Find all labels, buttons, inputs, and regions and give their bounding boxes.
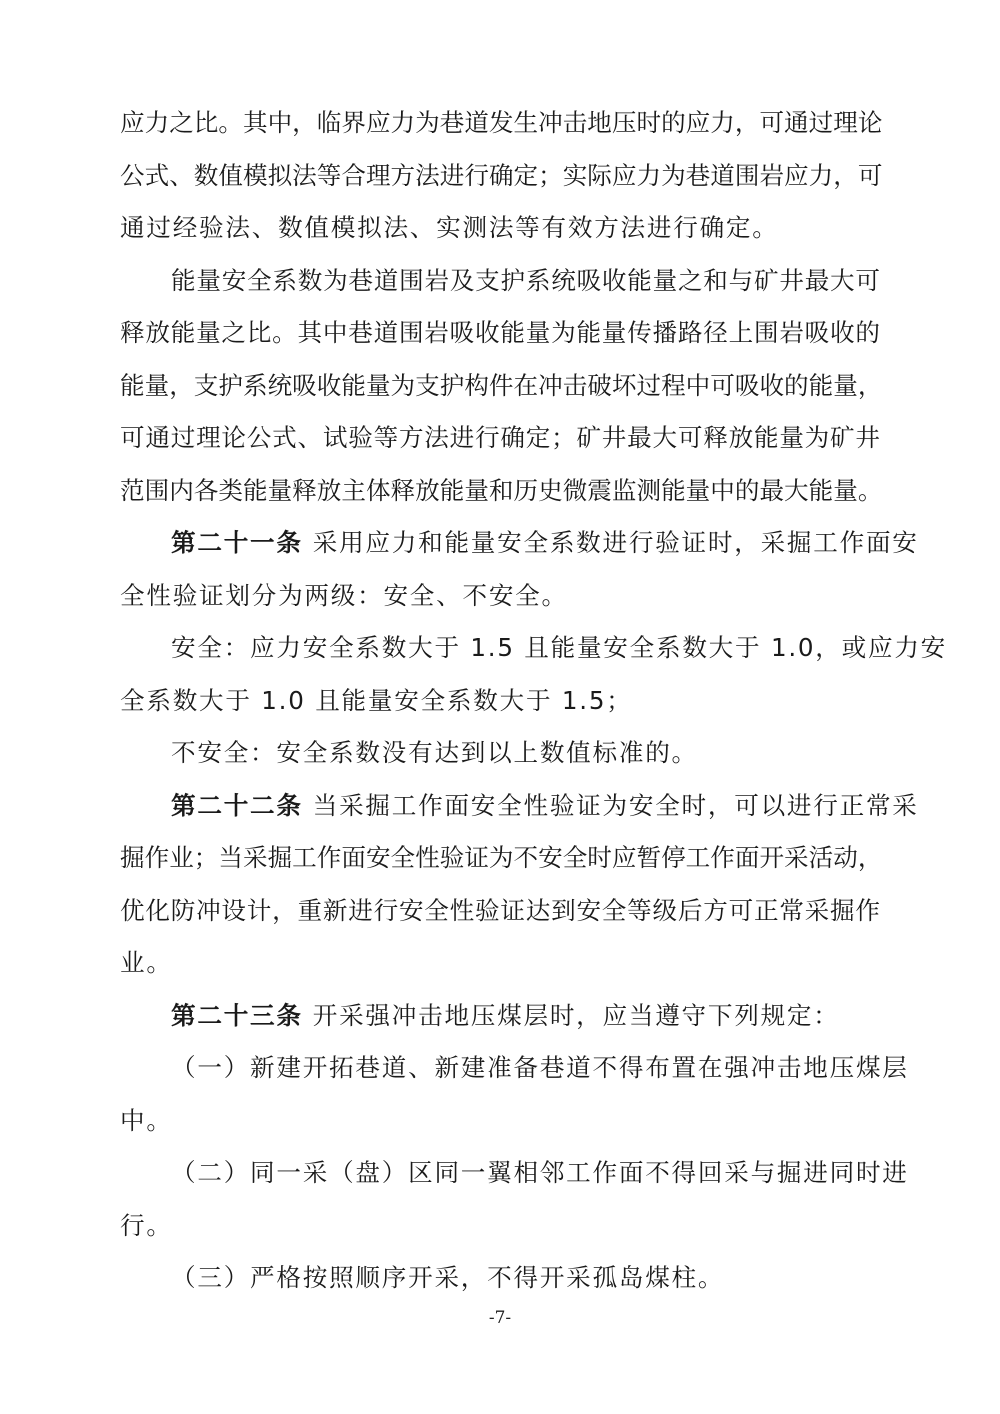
safe-criteria-line-2: 全系数大于 1.0 且能量安全系数大于 1.5； — [120, 685, 633, 715]
paragraph-2-line-1: 能量安全系数为巷道围岩及支护系统吸收能量之和与矿井最大可 — [171, 265, 880, 295]
article-22-first-line — [120, 780, 919, 833]
rule-1-line-1: （一）新建开拓巷道、新建准备巷道不得布置在强冲击地压煤层 — [171, 1053, 909, 1082]
rule-3-line-1: （三）严格按照顺序开采，不得开采孤岛煤柱。 — [171, 1263, 725, 1292]
paragraph-2-line-2: 释放能量之比。其中巷道围岩吸收能量为能量传播路径上围岩吸收的 — [120, 318, 880, 347]
safe-criteria-line-1: 安全：应力安全系数大于 1.5 且能量安全系数大于 1.0，或应力安 — [171, 633, 948, 662]
unsafe-criteria-line: 不安全：安全系数没有达到以上数值标准的。 — [171, 738, 698, 767]
rule-2-line-2: 行。 — [120, 1210, 173, 1240]
document-body — [120, 97, 948, 1305]
article-21-heading: 第二十一条 — [171, 528, 303, 557]
article-23-line-1: 开采强冲击地压煤层时，应当遵守下列规定： — [312, 1000, 840, 1030]
paragraph-1-line-3: 通过经验法、数值模拟法、实测法等有效方法进行确定。 — [120, 213, 779, 242]
article-23-first-line — [120, 990, 880, 1043]
article-21-first-line — [120, 517, 919, 570]
rule-1-line-2: 中。 — [120, 1105, 173, 1135]
article-21-line-2: 全性验证划分为两级：安全、不安全。 — [120, 580, 568, 610]
article-22-line-3: 优化防冲设计，重新进行安全性验证达到安全等级后方可正常采掘作 — [120, 895, 880, 925]
paragraph-1-line-1: 应力之比。其中，临界应力为巷道发生冲击地压时的应力，可通过理论 — [120, 108, 883, 137]
page-number: -7- — [488, 1308, 512, 1328]
paragraph-2-line-3: 能量，支护系统吸收能量为支护构件在冲击破坏过程中可吸收的能量， — [120, 370, 883, 400]
article-23-heading: 第二十三条 — [171, 1000, 303, 1030]
article-22-line-1: 当采掘工作面安全性验证为安全时，可以进行正常采 — [312, 790, 919, 820]
article-22-line-2: 掘作业；当采掘工作面安全性验证为不安全时应暂停工作面开采活动， — [120, 843, 883, 872]
article-22-heading: 第二十二条 — [171, 790, 303, 820]
article-21-line-1: 采用应力和能量安全系数进行验证时，采掘工作面安 — [312, 528, 919, 557]
article-22-line-4: 业。 — [120, 948, 173, 977]
rule-2-line-1: （二）同一采（盘）区同一翼相邻工作面不得回采与掘进同时进 — [171, 1158, 909, 1187]
paragraph-2-line-4: 可通过理论公式、试验等方法进行确定；矿井最大可释放能量为矿井 — [120, 423, 880, 452]
paragraph-2-line-5: 范围内各类能量释放主体释放能量和历史微震监测能量中的最大能量。 — [120, 475, 883, 505]
paragraph-1-line-2: 公式、数值模拟法等合理方法进行确定；实际应力为巷道围岩应力，可 — [120, 160, 883, 190]
